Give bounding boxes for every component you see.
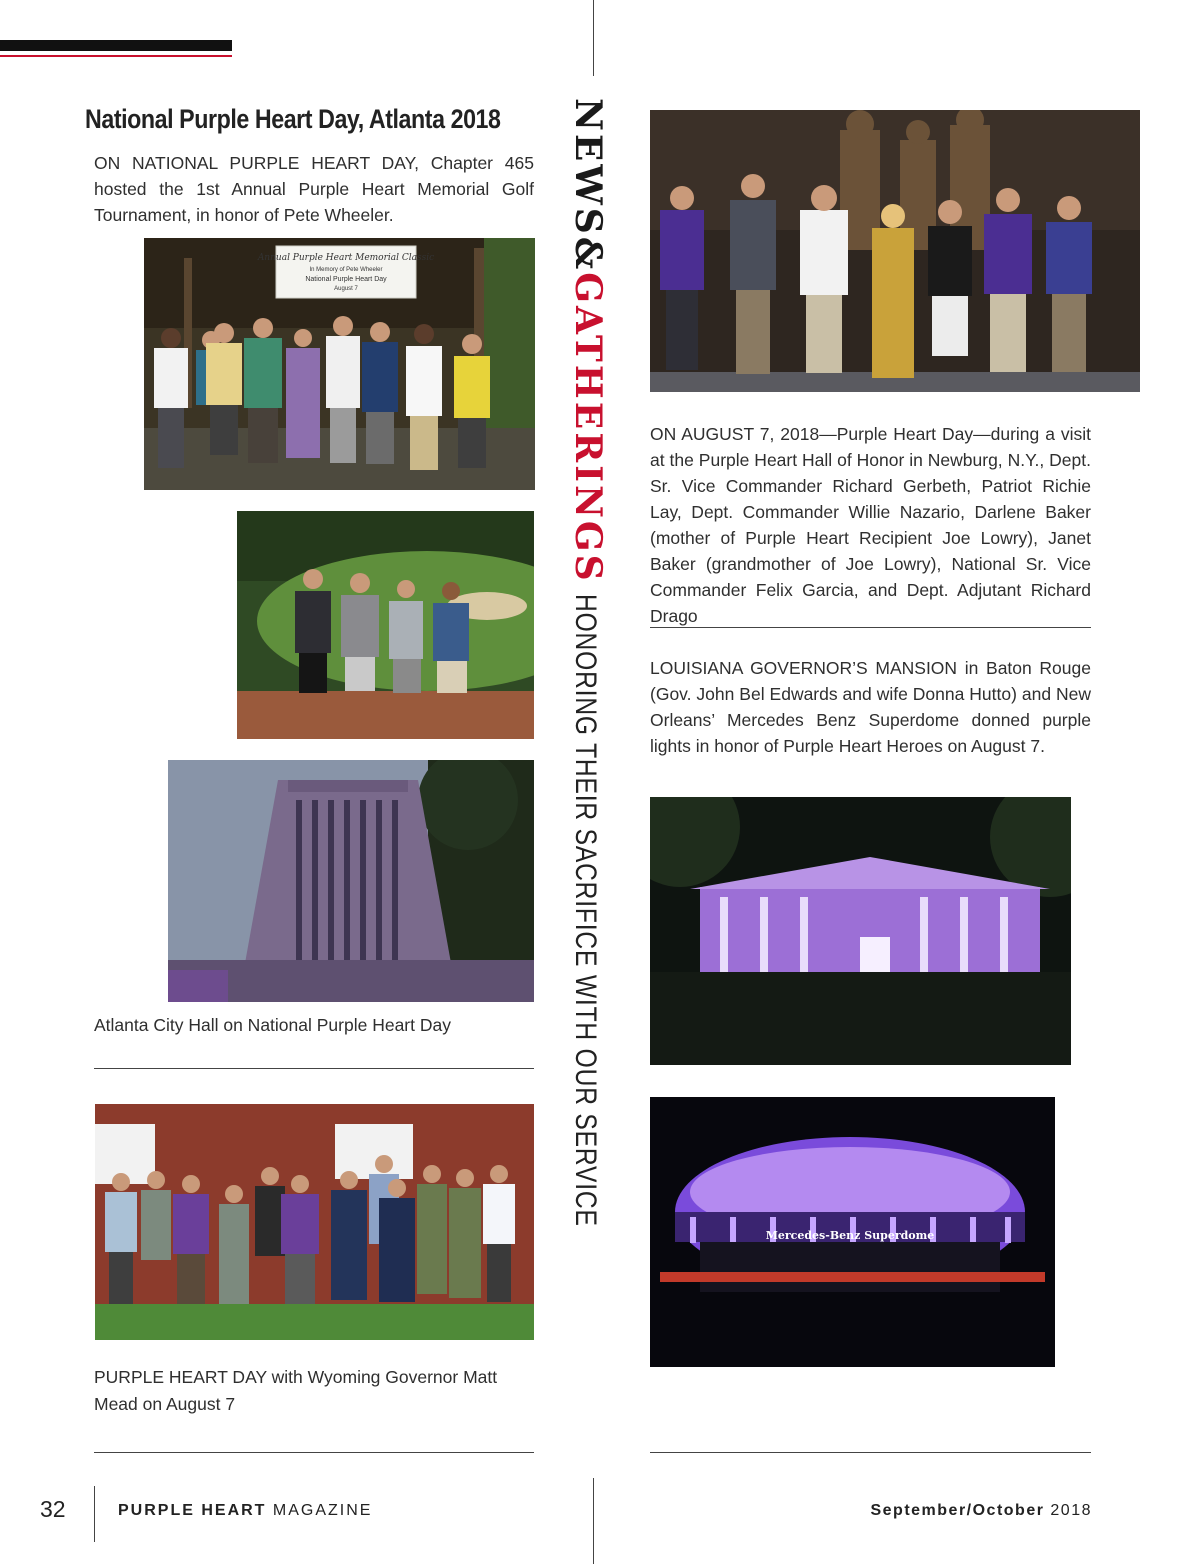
heading-ampersand: & (567, 236, 609, 273)
right-divider-1 (650, 627, 1091, 628)
magazine-name-bold: PURPLE HEART (118, 1502, 267, 1519)
article-title-wrap (85, 104, 545, 135)
newburg-caption: ON AUGUST 7, 2018—Purple Heart Day—during a visit at the Purple Heart Hall of Honor in Newburg, N.Y., Dept. Sr. Vice Commander Richard Gerbeth, Patriot Richie Lay, Dept. Commander Willie Nazario, Darlene Baker (mother of Purple Heart Recipient Joe Lowry), Janet Baker (grandmother of Joe Lowry), National Sr. Vice Commander Felix Garcia, and Dept. Adjutant Richard Drago (650, 424, 1091, 626)
banner-line1: Annual Purple Heart Memorial Classic (257, 253, 435, 263)
magazine-name (118, 1502, 372, 1520)
center-rule-top (593, 0, 594, 76)
superdome-photo (650, 1097, 1055, 1367)
hall-of-honor-photo (650, 110, 1140, 392)
superdome-sign: Mercedes-Benz Superdome (765, 1229, 935, 1242)
top-black-bar (0, 40, 232, 51)
section-heading-rotated (567, 98, 609, 1365)
magazine-name-light: MAGAZINE (266, 1502, 373, 1519)
article-title: National Purple Heart Day, Atlanta 2018 (85, 104, 501, 134)
center-rule-bottom (593, 1478, 594, 1564)
section-heading-vertical (567, 98, 611, 1458)
wyoming-group-photo (95, 1104, 534, 1340)
governors-mansion-photo (650, 797, 1071, 1065)
issue-months: September/October (870, 1502, 1045, 1519)
left-divider-1 (94, 1068, 534, 1069)
intro-paragraph: ON NATIONAL PURPLE HEART DAY, Chapter 465 hosted the 1st Annual Purple Heart Memorial Golf Tournament, in honor of Pete Wheeler. (94, 153, 534, 225)
city-hall-caption: Atlanta City Hall on National Purple Heart Day (94, 1015, 451, 1035)
heading-gatherings: GATHERINGS (567, 272, 609, 584)
issue-year: 2018 (1044, 1502, 1092, 1519)
golf-course-photo (237, 511, 534, 739)
footer-rule (94, 1486, 95, 1542)
left-divider-2 (94, 1452, 534, 1453)
city-hall-photo (168, 760, 534, 1002)
wyoming-caption: PURPLE HEART DAY with Wyoming Governor Matt Mead on August 7 (94, 1367, 498, 1414)
heading-subtitle: HONORING THEIR SACRIFICE WITH OUR SERVICE (569, 593, 602, 1227)
louisiana-caption: LOUISIANA GOVERNOR’S MANSION in Baton Rouge (Gov. John Bel Edwards and wife Donna Hutto) and New Orleans’ Mercedes Benz Superdome donned purple lights in honor of Purple Heart Heroes on August 7. (650, 658, 1091, 756)
page-number: 32 (40, 1496, 66, 1522)
issue-date (870, 1502, 1092, 1520)
top-red-bar (0, 55, 232, 57)
banner-line3: National Purple Heart Day (305, 276, 387, 283)
banner-line4: August 7 (334, 286, 358, 292)
banner-line2: In Memory of Pete Wheeler (309, 267, 383, 273)
golf-group-photo (144, 238, 535, 490)
heading-news: NEWS (567, 98, 609, 237)
right-divider-2 (650, 1452, 1091, 1453)
